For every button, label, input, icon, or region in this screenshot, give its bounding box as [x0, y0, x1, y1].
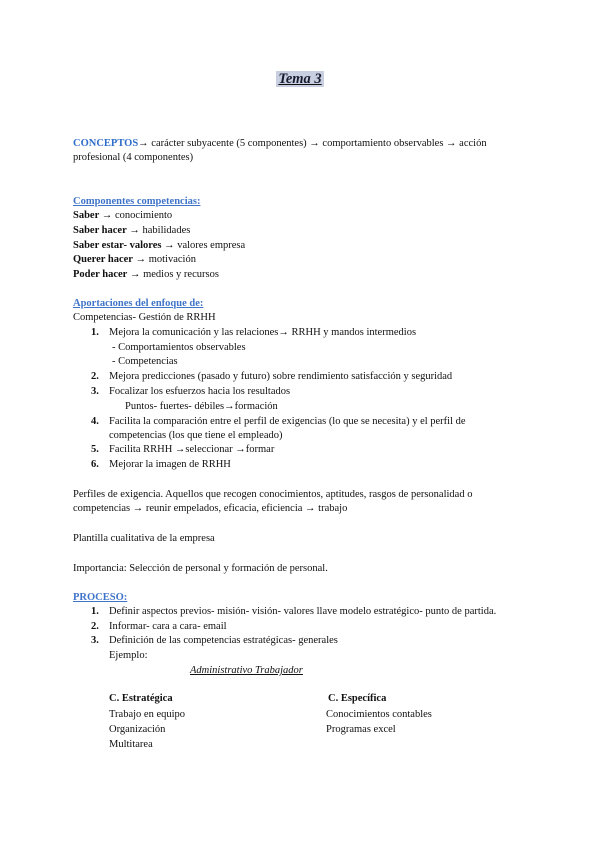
col1-header: C. Estratégica	[109, 693, 173, 704]
table-cell: Trabajo en equipo	[109, 709, 186, 720]
componente-item: Saber hacer → habilidades	[73, 225, 191, 236]
list-item: 4. Facilita la comparación entre el perfil de exigencias (lo que se necesita) y el perfil de	[91, 416, 466, 427]
ejemplo-label: Ejemplo:	[109, 650, 148, 661]
componente-item: Querer hacer → motivación	[73, 254, 196, 265]
componente-item: Poder hacer → medios y recursos	[73, 269, 219, 280]
list-item: 2. Mejora predicciones (pasado y futuro) sobre rendimiento satisfacción y seguridad	[91, 371, 453, 382]
list-item: 3. Focalizar los esfuerzos hacia los resultados	[91, 386, 291, 397]
perfiles-line2: competencias → reunir empelados, eficacia, eficiencia → trabajo	[73, 503, 348, 514]
conceptos-line2: profesional (4 componentes)	[73, 152, 194, 163]
table-cell: Multitarea	[109, 739, 153, 750]
list-item: 6. Mejorar la imagen de RRHH	[91, 459, 231, 470]
aportaciones-subtitle: Competencias- Gestión de RRHH	[73, 312, 216, 323]
list-item: 2. Informar- cara a cara- email	[91, 621, 227, 632]
table-cell: Organización	[109, 724, 166, 735]
list-item: 1. Definir aspectos previos- misión- visión- valores llave modelo estratégico- punto de partida.	[91, 606, 497, 617]
list-subitem: - Comportamientos observables	[112, 342, 246, 353]
conceptos-label: CONCEPTOS	[73, 138, 139, 149]
componente-item: Saber estar- valores → valores empresa	[73, 240, 246, 251]
list-item-continuation: competencias (los que tiene el empleado)	[109, 430, 283, 441]
list-subitem: - Competencias	[112, 356, 178, 367]
ejemplo-title: Administrativo Trabajador	[190, 665, 303, 676]
aportaciones-heading: Aportaciones del enfoque de:	[73, 298, 204, 309]
perfiles-line1: Perfiles de exigencia. Aquellos que recogen conocimientos, aptitudes, rasgos de personalidad o	[73, 489, 473, 500]
list-subitem: Puntos- fuertes- débiles→formación	[125, 401, 278, 412]
plantilla-text: Plantilla cualitativa de la empresa	[73, 533, 215, 544]
list-item: 5. Facilita RRHH →seleccionar →formar	[91, 444, 275, 455]
list-item: 3. Definición de las competencias estratégicas- generales	[91, 635, 338, 646]
list-item: 1. Mejora la comunicación y las relaciones→ RRHH y mandos intermedios	[91, 327, 417, 338]
table-cell: Programas excel	[326, 724, 396, 735]
conceptos-line1: CONCEPTOS→ carácter subyacente (5 componentes) → comportamiento observables → acción	[73, 138, 487, 149]
componentes-heading: Componentes competencias:	[73, 196, 201, 207]
importancia-text: Importancia: Selección de personal y formación de personal.	[73, 563, 328, 574]
col2-header: C. Específica	[328, 693, 387, 704]
page-title: Tema 3	[278, 71, 322, 87]
table-cell: Conocimientos contables	[326, 709, 432, 720]
componente-item: Saber → conocimiento	[73, 210, 173, 221]
proceso-heading: PROCESO:	[73, 592, 128, 603]
